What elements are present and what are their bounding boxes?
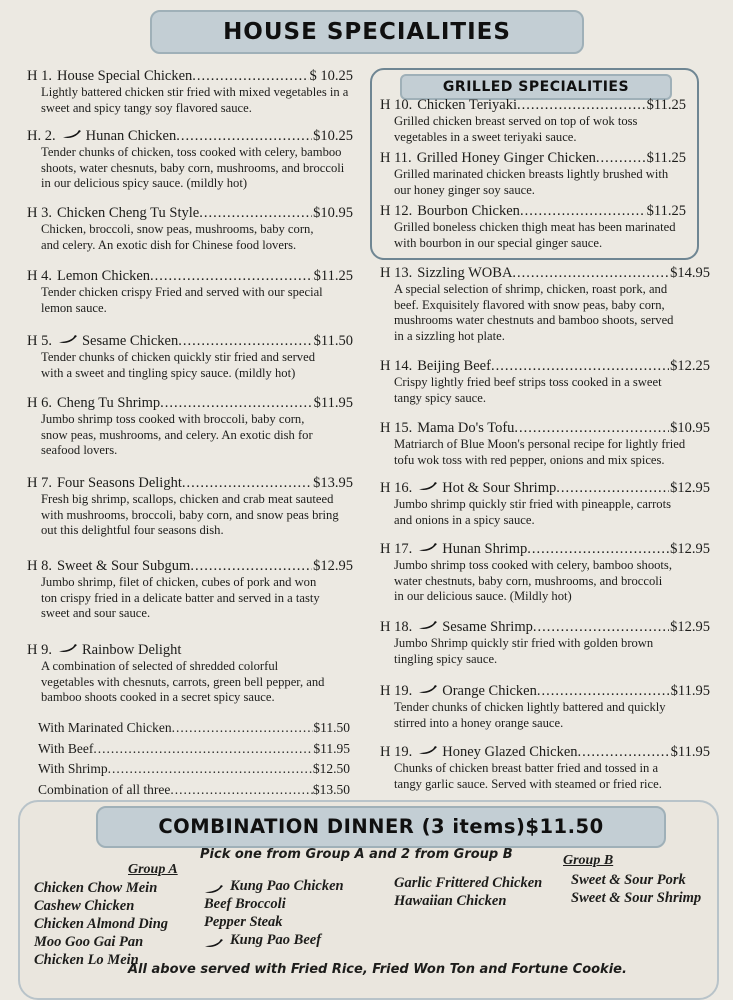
description-line: vegetables in a sweet teriyaki sauce. — [394, 129, 577, 144]
description-line: seafood lovers. — [41, 443, 118, 457]
menu-item-title: Four Seasons Delight — [56, 475, 182, 491]
menu-item-description — [380, 497, 710, 528]
description-line: Jumbo shrimp, filet of chicken, cubes of pork and won — [41, 575, 317, 589]
menu-item-code: H 17. — [380, 541, 413, 557]
menu-item-price: $11.95 — [313, 395, 353, 411]
menu-item-title: Chicken Teriyaki — [417, 97, 518, 113]
menu-item-price: $ 10.25 — [309, 68, 353, 84]
menu-item-name-row — [380, 97, 686, 114]
description-line: tangy garlic sauce. Served with steamed or fried rice. — [394, 776, 662, 791]
chili-pepper-icon — [418, 480, 438, 490]
description-line: in a sizzling hot plate. — [394, 328, 505, 343]
menu-item-price: $11.25 — [646, 150, 686, 166]
menu-item-title: Sesame Chicken — [81, 333, 179, 349]
menu-item-description — [27, 659, 353, 706]
menu-item — [380, 203, 686, 251]
menu-item-price: $12.95 — [670, 619, 710, 635]
description-line: Tender chunks of chicken lightly battered and quickly — [394, 700, 666, 714]
description-line: sweet and sour sauce. — [41, 606, 151, 620]
menu-item-name-row — [380, 619, 710, 636]
description-line: Matriarch of Blue Moon's personal recipe for lightly fried — [394, 437, 686, 451]
description-line: lemon sauce. — [41, 300, 107, 315]
menu-item-price: $12.25 — [670, 358, 710, 374]
combination-dinner-title: COMBINATION DINNER (3 items)$11.50 — [158, 815, 604, 838]
menu-item-price: $14.95 — [670, 265, 710, 281]
house-specialities-banner — [150, 10, 584, 54]
description-line: stirred into a honey orange sauce. — [394, 715, 564, 730]
menu-item-title: House Special Chicken — [56, 68, 193, 84]
combo-dish: Cashew Chicken — [34, 898, 135, 914]
menu-item-code: H 19. — [380, 744, 413, 760]
menu-item-name-row — [380, 683, 710, 700]
description-line: Fresh big shrimp, scallops, chicken and crab meat sauteed — [41, 492, 334, 506]
combo-dish-name: Beef Broccoli — [204, 896, 286, 912]
description-line: in our delicious sauce. (Mildly hot) — [394, 589, 572, 603]
description-line: sweet and spicy tangy soy flavored sauce. — [41, 100, 252, 115]
description-line: ton crispy fried in a delicate batter and served in a tasty — [41, 590, 320, 605]
menu-item-code: H 7. — [27, 475, 52, 491]
menu-item-description — [380, 437, 710, 468]
menu-item-price: $11.25 — [646, 97, 686, 113]
description-line: Grilled boneless chicken thigh meat has been marinated — [394, 220, 676, 234]
menu-item-price: $10.95 — [313, 205, 353, 221]
menu-item-title: Sesame Shrimp — [442, 619, 533, 635]
rainbow-option-label: With Marinated Chicken — [38, 720, 172, 735]
menu-item-price: $10.95 — [670, 420, 710, 436]
menu-item-description — [380, 700, 710, 731]
menu-item-name-row — [27, 128, 353, 145]
description-line: tangy spicy sauce. — [394, 390, 486, 405]
rainbow-option-row — [38, 718, 350, 739]
combo-dish: Sweet & Sour Pork — [571, 872, 686, 888]
menu-item-name-row — [27, 68, 353, 85]
rainbow-option-price: $11.50 — [313, 720, 350, 735]
rainbow-option-label: Combination of all three — [38, 781, 171, 797]
menu-item — [380, 97, 686, 145]
menu-item-price: $13.95 — [313, 475, 353, 491]
menu-item-name-row — [380, 203, 686, 220]
menu-item-price: $11.25 — [646, 203, 686, 219]
menu-item-description — [27, 492, 353, 539]
menu-item-name-row — [380, 265, 710, 282]
menu-item-title: Orange Chicken — [442, 683, 537, 699]
chili-pepper-icon — [58, 642, 78, 652]
combo-dish — [204, 895, 344, 913]
combo-dish — [204, 931, 344, 949]
group-a-label: Group A — [128, 862, 178, 877]
description-line: A combination of selected of shredded colorful — [41, 659, 279, 673]
menu-item-description — [380, 114, 686, 145]
combo-dish: Chicken Chow Mein — [34, 880, 158, 896]
menu-item-price: $11.25 — [313, 268, 353, 284]
description-line: beef. Exquisitely flavored with snow peas, baby corn, — [394, 297, 665, 312]
group-a-column-2 — [204, 877, 344, 949]
menu-item-title: Lemon Chicken — [56, 268, 151, 284]
menu-item-title: Beijing Beef — [417, 358, 491, 374]
menu-item-name-row — [380, 150, 686, 167]
menu-item-code: H 14. — [380, 358, 413, 374]
menu-item — [27, 475, 353, 539]
menu-item-code: H 15. — [380, 420, 413, 436]
menu-item-price: $10.25 — [313, 128, 353, 144]
menu-item-name-row — [27, 333, 353, 350]
chili-pepper-icon — [418, 744, 438, 754]
menu-item-description — [380, 558, 710, 605]
menu-item-code: H 6. — [27, 395, 52, 411]
menu-item-description — [27, 575, 353, 622]
menu-item — [380, 420, 710, 468]
menu-item — [380, 480, 710, 528]
menu-item-description — [380, 167, 686, 198]
grilled-specialities-title: GRILLED SPECIALITIES — [442, 79, 630, 95]
description-line: in our delicious spicy sauce. (mildly hot) — [41, 176, 248, 190]
menu-item-price: $12.95 — [670, 541, 710, 557]
menu-item — [380, 683, 710, 731]
group-a-column-3 — [394, 874, 542, 910]
menu-item-code: H 18. — [380, 619, 413, 635]
description-line: mushrooms water chestnuts and bamboo shoots, served — [394, 313, 674, 327]
description-line: with bourbon in our special ginger sauce. — [394, 235, 603, 250]
menu-item-name-row — [27, 395, 353, 412]
menu-item-title: Bourbon Chicken — [417, 203, 520, 219]
menu-item — [27, 558, 353, 622]
menu-item — [380, 265, 710, 344]
menu-item-title: Sweet & Sour Subgum — [56, 558, 191, 574]
menu-item-description — [27, 285, 353, 316]
description-line: and onions in a spicy sauce. — [394, 512, 535, 527]
combo-dish: Sweet & Sour Shrimp — [571, 890, 702, 906]
rainbow-option-price: $11.95 — [313, 740, 350, 756]
description-line: Tender chunks of chicken quickly stir fried and served — [41, 350, 315, 364]
chili-pepper-icon — [204, 936, 224, 946]
menu-item-description — [27, 412, 353, 459]
menu-item-code: H 8. — [27, 558, 52, 574]
menu-item-description — [380, 220, 686, 251]
description-line: Tender chunks of chicken, toss cooked with celery, bamboo — [41, 145, 342, 159]
description-line: Grilled marinated chicken breasts lightly brushed with — [394, 167, 669, 181]
menu-item-code: H 16. — [380, 480, 413, 496]
combo-dish-name: Kung Pao Beef — [230, 932, 322, 948]
menu-item-title: Mama Do's Tofu — [417, 420, 515, 436]
menu-item-code: H 3. — [27, 205, 52, 221]
combo-dish-name: Kung Pao Chicken — [230, 878, 344, 894]
description-line: Jumbo shrimp toss cooked with broccoli, baby corn, — [41, 412, 305, 426]
description-line: shoots, water chesnuts, baby corn, mushrooms, and broccoli — [41, 160, 345, 175]
description-line: Jumbo shrimp toss cooked with celery, bamboo shoots, — [394, 558, 672, 572]
menu-item-code: H 10. — [380, 97, 413, 113]
combo-dish: Moo Goo Gai Pan — [34, 934, 144, 950]
menu-item — [380, 744, 710, 792]
description-line: Lightly battered chicken stir fried with mixed vegetables in a — [41, 85, 349, 99]
group-b-column — [571, 871, 701, 907]
description-line: Grilled chicken breast served on top of wok toss — [394, 114, 638, 128]
menu-item — [380, 150, 686, 198]
description-line: with mushrooms, broccoli, baby corn, and snow peas bring — [41, 507, 339, 522]
menu-item — [380, 619, 710, 667]
menu-item-code: H 4. — [27, 268, 52, 284]
chili-pepper-icon — [418, 619, 438, 629]
menu-item-title: Cheng Tu Shrimp — [56, 395, 161, 411]
description-line: with a sweet and tingling spicy sauce. (mildly hot) — [41, 365, 296, 380]
rainbow-option-price: $12.50 — [312, 761, 350, 776]
menu-item-code: H 19. — [380, 683, 413, 699]
menu-item-price: $11.50 — [313, 333, 353, 349]
menu-item-description — [380, 282, 710, 344]
description-line: Crispy lightly fried beef strips toss cooked in a sweet — [394, 375, 662, 389]
description-line: tofu wok toss with red pepper, onions and mix spices. — [394, 452, 665, 467]
rainbow-option-row — [38, 780, 350, 801]
menu-item — [27, 68, 353, 116]
description-line: Tender chicken crispy Fried and served with our special — [41, 285, 323, 299]
combo-dish — [204, 913, 344, 931]
menu-item-title: Grilled Honey Ginger Chicken — [416, 150, 596, 166]
description-line: our honey ginger soy sauce. — [394, 182, 535, 197]
menu-item-name-row — [380, 480, 710, 497]
menu-item-description — [380, 375, 710, 406]
chili-pepper-icon — [204, 882, 224, 892]
menu-item — [380, 541, 710, 605]
combo-dish: Hawaiian Chicken — [394, 893, 507, 909]
combination-dinner-banner — [96, 806, 666, 848]
menu-item-description — [27, 350, 353, 381]
menu-item-price: $11.95 — [670, 744, 710, 760]
menu-item — [27, 205, 353, 253]
description-line: A special selection of shrimp, chicken, roast pork, and — [394, 282, 668, 296]
rainbow-option-row — [38, 739, 350, 760]
combination-instruction: Pick one from Group A and 2 from Group B — [200, 847, 513, 862]
menu-item-code: H 1. — [27, 68, 52, 84]
menu-item-name-row — [380, 420, 710, 437]
menu-item-price: $12.95 — [313, 558, 353, 574]
menu-item-name-row — [27, 205, 353, 222]
menu-item-description — [27, 222, 353, 253]
menu-item-price — [181, 642, 182, 659]
menu-item-description — [380, 636, 710, 667]
menu-item — [27, 642, 353, 706]
chili-pepper-icon — [418, 683, 438, 693]
house-specialities-title: HOUSE SPECIALITIES — [223, 19, 511, 45]
menu-item-name-row — [27, 475, 353, 492]
chili-pepper-icon — [58, 333, 78, 343]
description-line: out this delightful four seasons dish. — [41, 523, 224, 537]
combo-dish: Garlic Frittered Chicken — [394, 875, 543, 891]
menu-item-title: Hunan Shrimp — [442, 541, 528, 557]
chili-pepper-icon — [418, 541, 438, 551]
combination-footer: All above served with Fried Rice, Fried Won Ton and Fortune Cookie. — [128, 962, 627, 977]
menu-item-name-row — [380, 744, 710, 761]
menu-item-title: Chicken Cheng Tu Style — [56, 205, 200, 221]
menu-item-title: Honey Glazed Chicken — [442, 744, 578, 760]
description-line: vegetables with chesnuts, carrots, green bell pepper, and — [41, 674, 325, 689]
combo-dish: Chicken Lo Mein — [34, 952, 139, 968]
menu-item-name-row — [27, 268, 353, 285]
combo-dish-name: Pepper Steak — [204, 914, 283, 930]
description-line: water chestnuts, baby corn, mushrooms, and broccoli — [394, 573, 663, 588]
menu-item-description — [27, 85, 353, 116]
menu-item-name-row — [380, 358, 710, 375]
menu-item-description — [380, 761, 710, 792]
menu-item — [27, 333, 353, 381]
chili-pepper-icon — [62, 128, 82, 138]
group-b-label: Group B — [563, 853, 614, 868]
menu-item — [27, 395, 353, 459]
menu-item-title: Sizzling WOBA — [417, 265, 513, 281]
rainbow-option-row — [38, 759, 350, 780]
menu-item-code: H 9. — [27, 642, 52, 658]
rainbow-delight-options — [38, 718, 350, 800]
description-line: Chicken, broccoli, snow peas, mushrooms, baby corn, — [41, 222, 314, 236]
menu-item-title: Hunan Chicken — [85, 128, 177, 144]
rainbow-option-label: With Shrimp — [38, 761, 108, 776]
description-line: and celery. An exotic dish for Chinese food lovers. — [41, 237, 297, 252]
menu-item-title: Hot & Sour Shrimp — [442, 480, 557, 496]
description-line: bamboo shoots cooked in a secret spicy sauce. — [41, 690, 275, 704]
description-line: snow peas, mushrooms, and celery. An exotic dish for — [41, 427, 313, 442]
description-line: Chunks of chicken breast batter fried and tossed in a — [394, 761, 659, 775]
description-line: tingling spicy sauce. — [394, 651, 498, 666]
menu-item-code: H 12. — [380, 203, 413, 219]
combo-dish — [204, 877, 344, 895]
menu-item-name-row — [27, 642, 353, 659]
menu-item-title: Rainbow Delight — [81, 642, 182, 658]
menu-item-price: $11.95 — [670, 683, 710, 699]
rainbow-option-label: With Beef — [38, 740, 94, 756]
menu-item-code: H. 2. — [27, 128, 56, 144]
menu-item-code: H 11. — [380, 150, 412, 166]
menu-item — [27, 268, 353, 316]
menu-item-code: H 13. — [380, 265, 413, 281]
group-a-column-1 — [34, 879, 168, 969]
description-line: Jumbo shrimp quickly stir fried with pineapple, carrots — [394, 497, 672, 511]
menu-item-name-row — [380, 541, 710, 558]
menu-item — [27, 128, 353, 192]
menu-item-name-row — [27, 558, 353, 575]
menu-item-price: $12.95 — [670, 480, 710, 496]
rainbow-option-price: $13.50 — [312, 781, 350, 797]
combo-dish: Chicken Almond Ding — [34, 916, 169, 932]
description-line: Jumbo Shrimp quickly stir fried with golden brown — [394, 636, 654, 650]
menu-item-code: H 5. — [27, 333, 52, 349]
menu-item-description — [27, 145, 353, 192]
menu-item — [380, 358, 710, 406]
